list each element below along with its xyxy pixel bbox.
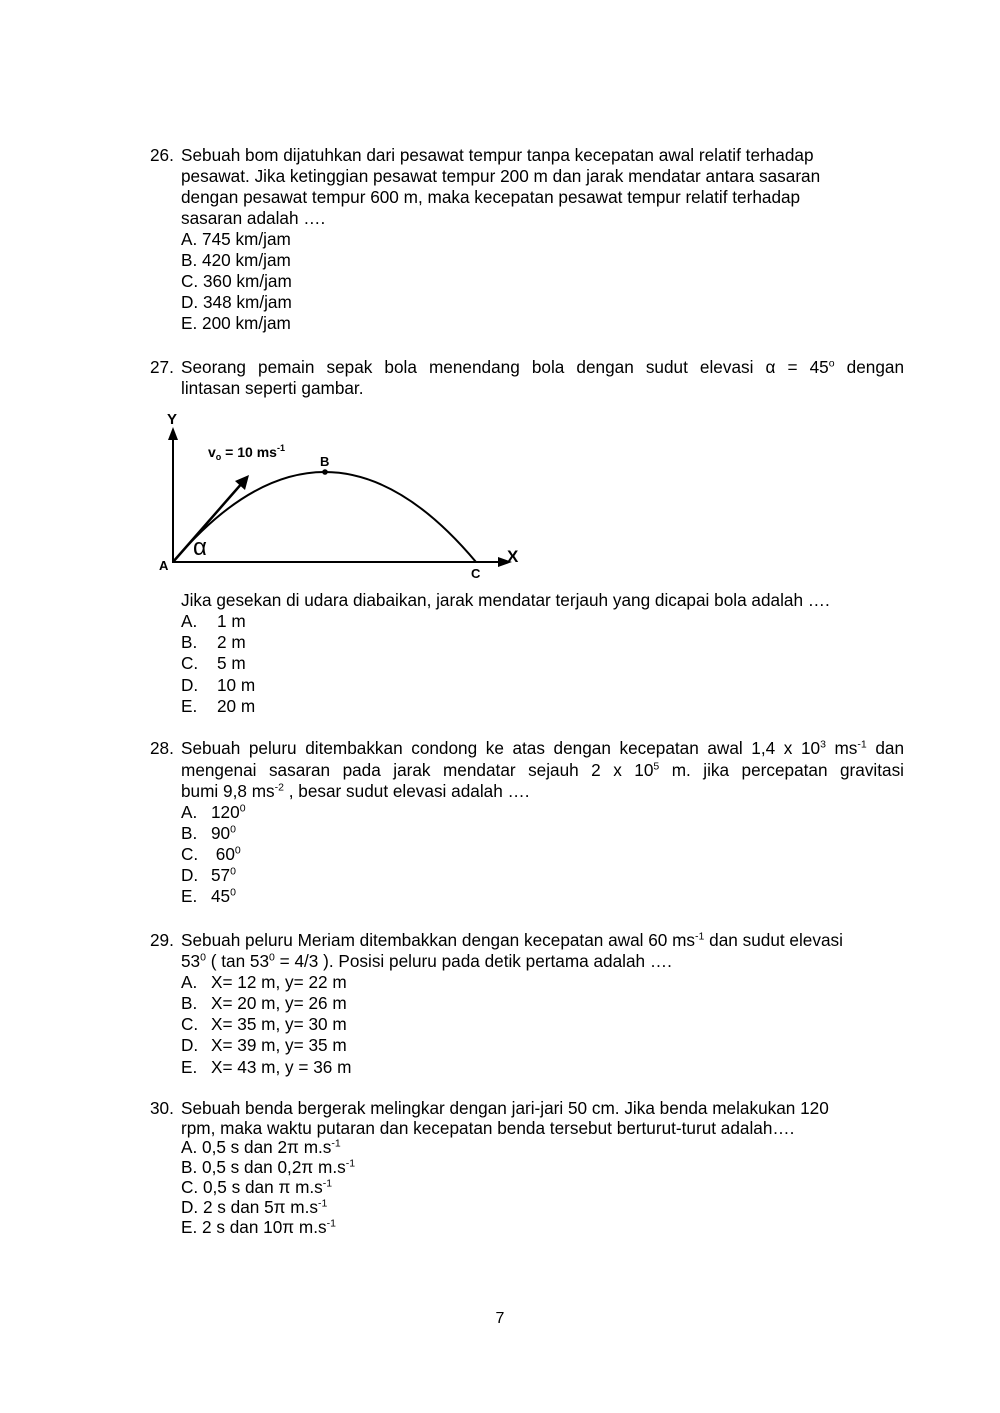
exponent: -1 [345,1157,356,1170]
question-text-line: sasaran adalah …. [181,208,326,228]
option-label: A. [181,611,198,631]
question-text-line [181,781,530,802]
question-text-line [181,357,904,378]
question-text-line [181,951,672,972]
option-label: A. [181,972,198,992]
option-text: X= 35 m, y= 30 m [211,1014,347,1034]
option-label: D. [181,865,199,885]
answer-option [181,1014,347,1035]
question-text: m. jika percepatan gravitasi [659,760,904,780]
question-number: 27. [150,357,174,377]
question-number: 28. [150,738,174,758]
answer-option [181,1177,332,1198]
option-text: 2 m [217,632,246,652]
option-text: X= 12 m, y= 22 m [211,972,347,992]
answer-option [181,1057,351,1078]
question-text: bumi 9,8 ms [181,781,275,801]
answer-option [181,823,236,844]
answer-option [181,1157,355,1178]
answer-option [181,886,236,907]
answer-option [181,675,255,696]
exponent: 3 [820,738,826,751]
answer-option [181,1137,341,1158]
exponent: -1 [322,1177,333,1190]
option-text: X= 20 m, y= 26 m [211,993,347,1013]
velocity-vector [173,482,243,562]
projectile-diagram [150,405,540,585]
answer-option [181,802,246,823]
degree-sign: 0 [234,844,241,857]
answer-option: D. 348 km/jam [181,292,292,312]
option-text: 45 [211,886,231,906]
question-prompt: Jika gesekan di udara diabaikan, jarak mendatar terjauh yang dicapai bola adalah …. [181,590,830,610]
answer-option [181,611,246,632]
option-label: B. [181,632,198,652]
point-b-label: B [320,454,330,469]
option-text: 5 m [217,653,246,673]
option-label: B. [181,993,198,1013]
x-axis-label: X [507,547,519,566]
question-number: 29. [150,930,174,950]
option-text: X= 39 m, y= 35 m [211,1035,347,1055]
question-text: dan [866,738,905,758]
answer-option [181,865,236,886]
answer-option [181,1035,347,1056]
exponent: -1 [331,1137,341,1150]
question-text-line: Sebuah benda bergerak melingkar dengan jari-jari 50 cm. Jika benda melakukan 120 [181,1098,829,1118]
y-axis-arrow [168,427,178,440]
question-text: = 4/3 ). Posisi peluru pada detik pertama adalah …. [274,951,672,971]
option-text: C. 0,5 s dan π m.s [181,1177,323,1197]
option-label: B. [181,823,198,843]
degree-sign: 0 [230,886,236,899]
option-text: B. 0,5 s dan 0,2π m.s [181,1157,346,1177]
answer-option [181,1197,327,1218]
exponent: -2 [274,781,284,794]
question-text: mengenai sasaran pada jarak mendatar sejauh 2 x 10 [181,760,654,780]
question-number: 26. [150,145,174,165]
question-text-line: Sebuah bom dijatuhkan dari pesawat tempur tanpa kecepatan awal relatif terhadap [181,145,814,165]
option-label: C. [181,653,199,673]
answer-option [181,844,241,865]
option-text: 57 [211,865,231,885]
question-text-line [181,760,904,781]
answer-option [181,1217,336,1238]
y-axis-label: Y [167,411,178,428]
option-text: D. 2 s dan 5π m.s [181,1197,318,1217]
question-text: Sebuah peluru ditembakkan condong ke atas dengan kecepatan awal 1,4 x 10 [181,738,821,758]
degree-sign: 0 [239,802,246,815]
question-text: ms [825,738,858,758]
answer-option [181,653,246,674]
answer-option: C. 360 km/jam [181,271,292,291]
option-text: 60 [211,844,235,864]
exponent: -1 [695,930,705,943]
question-text-line: pesawat. Jika ketinggian pesawat tempur 200 m dan jarak mendatar antara sasaran [181,166,821,186]
exponent: -1 [857,738,867,751]
answer-option: B. 420 km/jam [181,250,291,270]
degree-sign: o [828,357,835,370]
option-label: E. [181,886,198,906]
answer-option: E. 200 km/jam [181,313,291,333]
option-text: X= 43 m, y = 36 m [211,1057,352,1077]
question-text: dengan [834,357,904,377]
point-a-label: A [159,558,169,573]
answer-option [181,993,347,1014]
page-number: 7 [495,1310,505,1327]
degree-sign: 0 [200,951,206,964]
option-label: E. [181,696,198,716]
option-text: 20 m [217,696,256,716]
option-text: 10 m [217,675,256,695]
question-text: dan sudut elevasi [704,930,843,950]
option-label: D. [181,675,199,695]
question-text-line [181,930,843,951]
exponent: -1 [318,1197,328,1210]
degree-sign: 0 [230,823,236,836]
question-number: 30. [150,1098,174,1118]
question-text-line: rpm, maka waktu putaran dan kecepatan benda tersebut berturut-turut adalah…. [181,1118,795,1138]
question-text: Sebuah peluru Meriam ditembakkan dengan kecepatan awal 60 ms [181,930,696,950]
option-label: A. [181,802,198,822]
question-text-line: lintasan seperti gambar. [181,378,364,398]
degree-sign: 0 [269,951,275,964]
answer-option: A. 745 km/jam [181,229,291,249]
question-text-line: dengan pesawat tempur 600 m, maka kecepatan pesawat tempur relatif terhadap [181,187,801,207]
option-text: A. 0,5 s dan 2π m.s [181,1137,332,1157]
exponent: -1 [326,1217,336,1230]
exponent: 5 [653,760,660,773]
trajectory-curve [173,472,476,562]
velocity-label: $v_o = 10$ $ms^{-1}$ [208,443,285,462]
question-text: Seorang pemain sepak bola menendang bola dengan sudut elevasi α = 45 [181,357,829,377]
degree-sign: 0 [230,865,236,878]
point-c-label: C [471,566,481,581]
angle-label: α [193,534,207,561]
option-text: 120 [211,802,240,822]
question-text-line [181,738,904,759]
question-text: , besar sudut elevasi adalah …. [283,781,530,801]
answer-option [181,632,246,653]
option-label: D. [181,1035,199,1055]
question-text: 53 [181,951,201,971]
option-label: C. [181,844,199,864]
option-text: 90 [211,823,231,843]
answer-option [181,972,347,993]
point-b-marker [322,469,328,475]
option-label: E. [181,1057,198,1077]
question-text: ( tan 53 [205,951,270,971]
option-text: E. 2 s dan 10π m.s [181,1217,327,1237]
answer-option [181,696,255,717]
option-label: C. [181,1014,199,1034]
option-text: 1 m [217,611,246,631]
